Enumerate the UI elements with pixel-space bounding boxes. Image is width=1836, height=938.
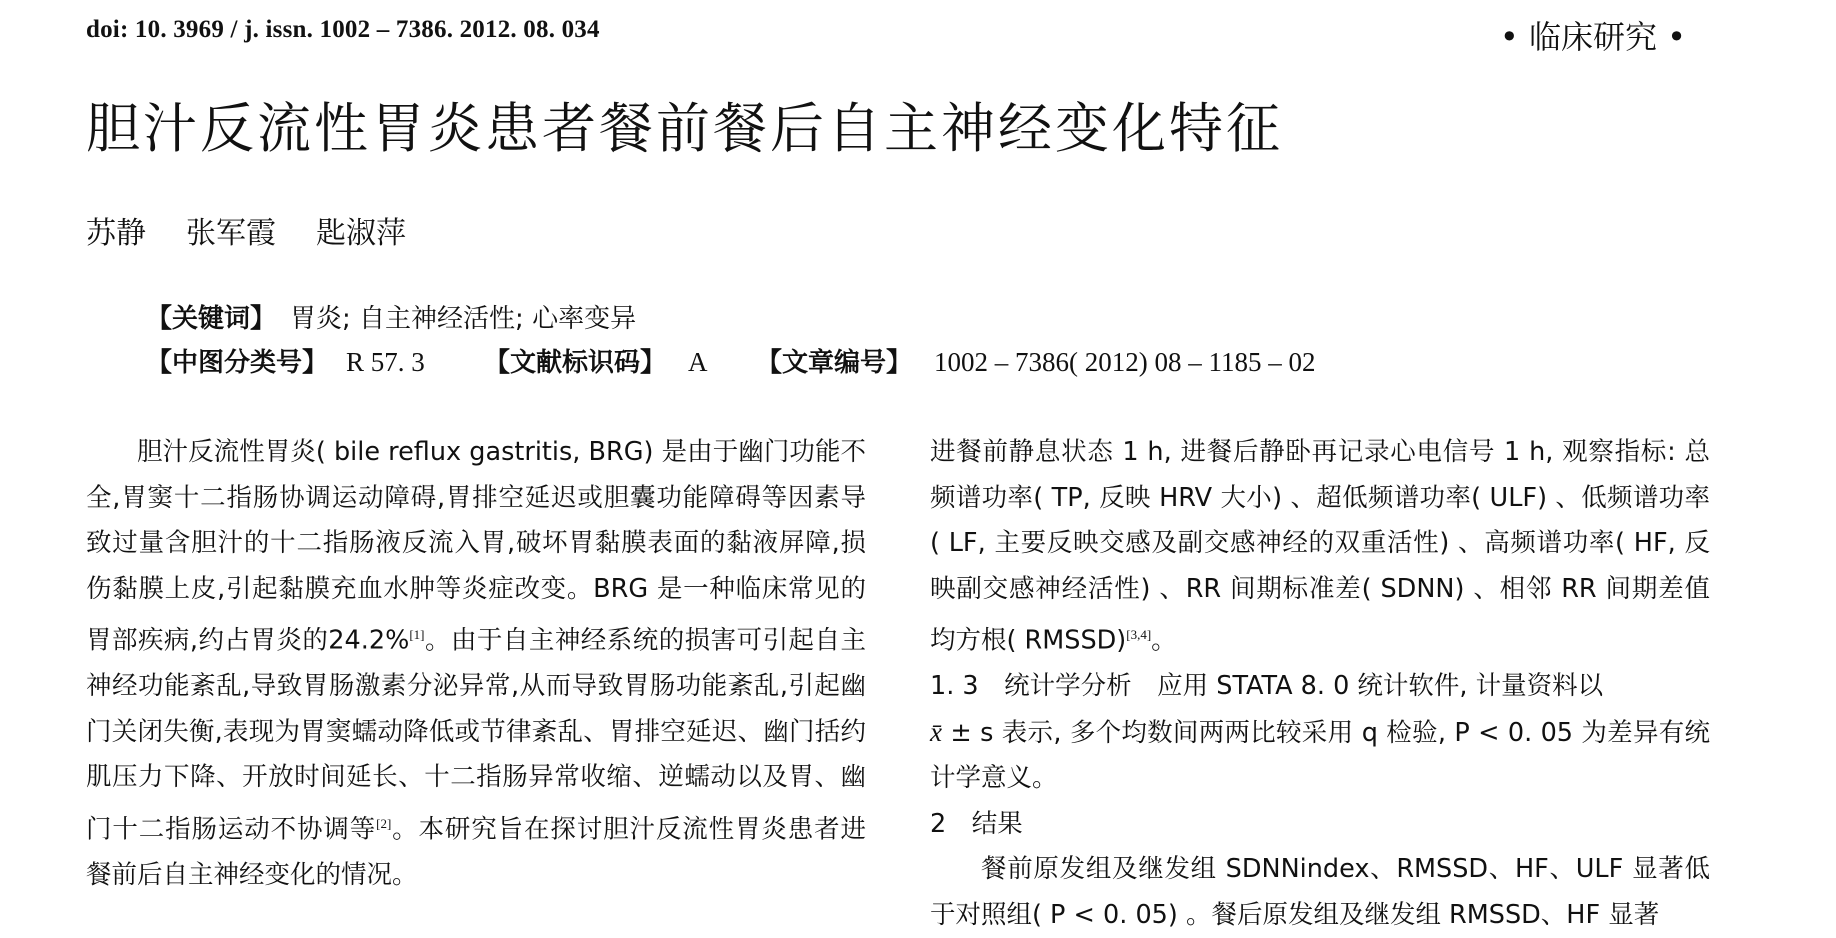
article-number-value: 1002 – 7386( 2012) 08 – 1185 – 02 [934, 347, 1316, 377]
section-label: • 临床研究 • [1499, 18, 1686, 56]
author-list [86, 208, 406, 252]
results-paragraph: 餐前原发组及继发组 SDNNindex、RMSSD、HF、ULF 显著低于对照组( P < 0. 05) 。餐后原发组及继发组 RMSSD、HF 显著 [930, 854, 1710, 930]
keywords-line [146, 298, 636, 335]
author-name: 苏静 [86, 216, 146, 251]
classification-line [146, 342, 1316, 379]
doc-code-value: A [688, 347, 708, 377]
author-name: 匙淑萍 [316, 216, 406, 251]
methods-paragraph: 进餐前静息状态 1 h, 进餐后静卧再记录心电信号 1 h, 观察指标: 总频谱功率( TP, 反映 HRV 大小) 、超低频谱功率( ULF) 、低频谱功率( LF, 主要反映交感及副交感神经的双重活性) 、高频谱功率( HF, 反映副交感神经活性) 、RR 间期标准差( SDNN) 、相邻 RR 间期差值均方根( RMSSD)[3,4]。 [930, 437, 1710, 656]
stats-section: 1. 3 统计学分析 应用 STATA 8. 0 统计软件, 计量资料以 x̄ ± s 表示, 多个均数间两两比较采用 q 检验, P < 0. 05 为差异有统计学意义。 [930, 671, 1710, 793]
paper-title: 胆汁反流性胃炎患者餐前餐后自主神经变化特征 [86, 97, 1283, 160]
keywords-value: 胃炎; 自主神经活性; 心率变异 [290, 304, 637, 334]
right-column [930, 430, 1710, 938]
section-heading: 2 结果 [930, 808, 1023, 839]
citation-ref: [2] [376, 815, 392, 831]
section-heading: 1. 3 统计学分析 [930, 671, 1132, 701]
keywords-label: 【关键词】 [146, 304, 277, 334]
clc-value: R 57. 3 [346, 347, 425, 377]
intro-paragraph: 胆汁反流性胃炎( bile reflux gastritis, BRG) 是由于幽门功能不全,胃窦十二指肠协调运动障碍,胃排空延迟或胆囊功能障碍等因素导致过量含胆汁的十二指肠液反流入胃,破坏胃黏膜表面的黏液屏障,损伤黏膜上皮,引起黏膜充血水肿等炎症改变。BRG 是一种临床常见的胃部疾病,约占胃炎的24.2%[1]。由于自主神经系统的损害可引起自主神经功能紊乱,导致胃肠激素分泌异常,从而导致胃肠功能紊乱,引起幽门关闭失衡,表现为胃窦蠕动降低或节律紊乱、胃排空延迟、幽门括约肌压力下降、开放时间延长、十二指肠异常收缩、逆蠕动以及胃、幽门十二指肠运动不协调等[2]。本研究旨在探讨胆汁反流性胃炎患者进餐前后自主神经变化的情况。 [86, 437, 866, 890]
author-name: 张军霞 [186, 216, 276, 251]
left-column [86, 430, 866, 898]
article-number-label: 【文章编号】 [756, 348, 913, 378]
xbar-symbol: x̄ [930, 716, 942, 747]
doi-line: doi: 10. 3969 / j. issn. 1002 – 7386. 2012. 08. 034 [86, 16, 600, 43]
doc-code-label: 【文献标识码】 [484, 348, 667, 378]
clc-label: 【中图分类号】 [146, 348, 329, 378]
citation-ref: [1] [409, 627, 425, 642]
citation-ref: [3,4] [1126, 627, 1152, 642]
